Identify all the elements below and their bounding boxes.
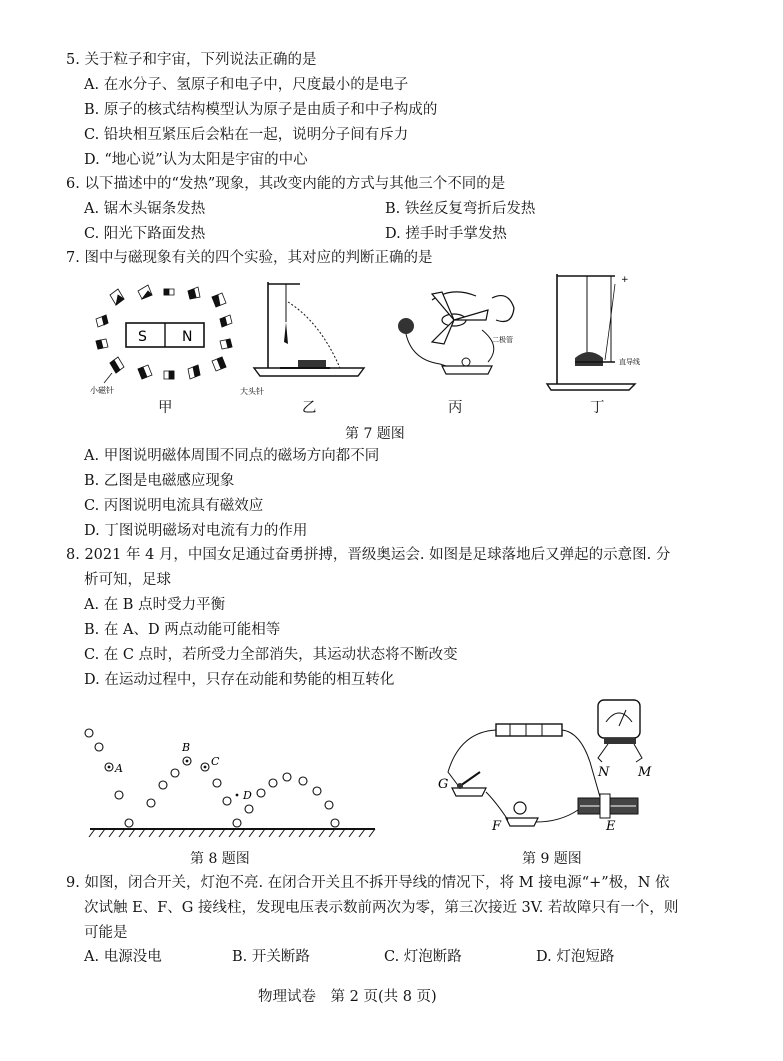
figure-jia	[90, 285, 240, 395]
q7-figure-caption: 第 7 题图	[345, 426, 405, 442]
q7-option-a: A. 甲图说明磁体周围不同点的磁场方向都不同	[84, 448, 380, 464]
point-c-label: C	[211, 755, 220, 768]
terminal-f-label: F	[492, 819, 502, 834]
q9-figure-caption: 第 9 题图	[522, 851, 582, 867]
q9-option-d: D. 灯泡短路	[536, 949, 615, 965]
q6-option-d: D. 搓手时手掌发热	[385, 226, 507, 242]
q8-option-b: B. 在 A、D 两点动能可能相等	[84, 622, 281, 638]
figure-label-yi: 乙	[302, 400, 317, 416]
small-needle-label: 小磁针	[90, 386, 114, 395]
point-d-label: D	[243, 789, 252, 802]
q6-stem: 6. 以下描述中的“发热”现象，其改变内能的方式与其他三个不同的是	[66, 176, 506, 192]
probe-n-label: N	[598, 765, 610, 780]
figure-9-circuit	[430, 692, 660, 842]
q8-option-a: A. 在 B 点时受力平衡	[84, 597, 226, 613]
q7-option-b: B. 乙图是电磁感应现象	[84, 473, 235, 489]
q8-stem-line2: 析可知，足球	[84, 572, 171, 588]
q5-option-a: A. 在水分子、氢原子和电子中，尺度最小的是电子	[84, 77, 409, 93]
q9-stem-line2: 次试触 E、F、G 接线柱，发现电压表示数前两次为零，第三次接近 3V. 若故障只有一个，则	[84, 900, 679, 916]
battery-box	[496, 724, 562, 736]
figure-bing	[392, 280, 532, 385]
q7-option-d: D. 丁图说明磁场对电流有力的作用	[84, 523, 308, 539]
q9-option-a: A. 电源没电	[84, 949, 162, 965]
q5-option-d: D. “地心说”认为太阳是宇宙的中心	[84, 152, 308, 168]
ground-hatch	[89, 829, 375, 837]
magnet-n-label: N	[182, 329, 193, 345]
q6-option-b: B. 铁丝反复弯折后发热	[385, 201, 536, 217]
bulb	[506, 802, 538, 826]
q8-option-c: C. 在 C 点时，若所受力全部消失，其运动状态将不断改变	[84, 647, 458, 663]
plus-label: +	[621, 275, 629, 285]
q7-stem: 7. 图中与磁现象有关的四个实验，其对应的判断正确的是	[66, 250, 433, 266]
terminal-g-label: G	[438, 777, 449, 792]
conductor-label: 直导线	[619, 358, 640, 366]
pin-label: 大头针	[240, 387, 264, 396]
point-a-label: A	[115, 762, 123, 775]
q9-stem-line1: 9. 如图，闭合开关，灯泡不亮. 在闭合开关且不拆开导线的情况下，将 M 接电源“+”极，N 依	[66, 875, 670, 891]
figure-8-bouncing-ball	[85, 725, 385, 845]
q7-option-c: C. 丙图说明电流具有磁效应	[84, 498, 264, 514]
terminal-e-label: E	[606, 819, 616, 834]
figure-yi	[240, 282, 370, 397]
ball-positions	[85, 729, 339, 827]
q9-stem-line3: 可能是	[84, 925, 128, 941]
q8-figure-caption: 第 8 题图	[190, 851, 250, 867]
point-b-label: B	[182, 741, 191, 754]
q6-option-a: A. 锯木头锯条发热	[84, 201, 206, 217]
figure-label-jia: 甲	[158, 400, 173, 416]
q9-option-b: B. 开关断路	[232, 949, 310, 965]
page-footer: 物理试卷 第 2 页(共 8 页)	[258, 989, 437, 1005]
rheostat	[578, 794, 638, 818]
q8-stem-line1: 8. 2021 年 4 月，中国女足通过奋勇拼搏，晋级奥运会. 如图是足球落地后又弹起的示意图. 分	[66, 547, 671, 563]
q9-option-c: C. 灯泡断路	[384, 949, 462, 965]
magnet-s-label: S	[138, 329, 147, 345]
figure-ding	[545, 272, 655, 397]
q5-option-c: C. 铅块相互紧压后会粘在一起，说明分子间有斥力	[84, 127, 409, 143]
q6-option-c: C. 阳光下路面发热	[84, 226, 206, 242]
q8-option-d: D. 在运动过程中，只存在动能和势能的相互转化	[84, 672, 395, 688]
led-label: 二极管	[492, 336, 513, 344]
figure-label-bing: 丙	[448, 400, 463, 416]
q5-option-b: B. 原子的核式结构模型认为原子是由质子和中子构成的	[84, 102, 438, 118]
probe-m-label: M	[638, 765, 652, 780]
voltmeter	[598, 700, 640, 744]
q5-stem: 5. 关于粒子和宇宙，下列说法正确的是	[66, 52, 317, 68]
figure-label-ding: 丁	[590, 400, 605, 416]
